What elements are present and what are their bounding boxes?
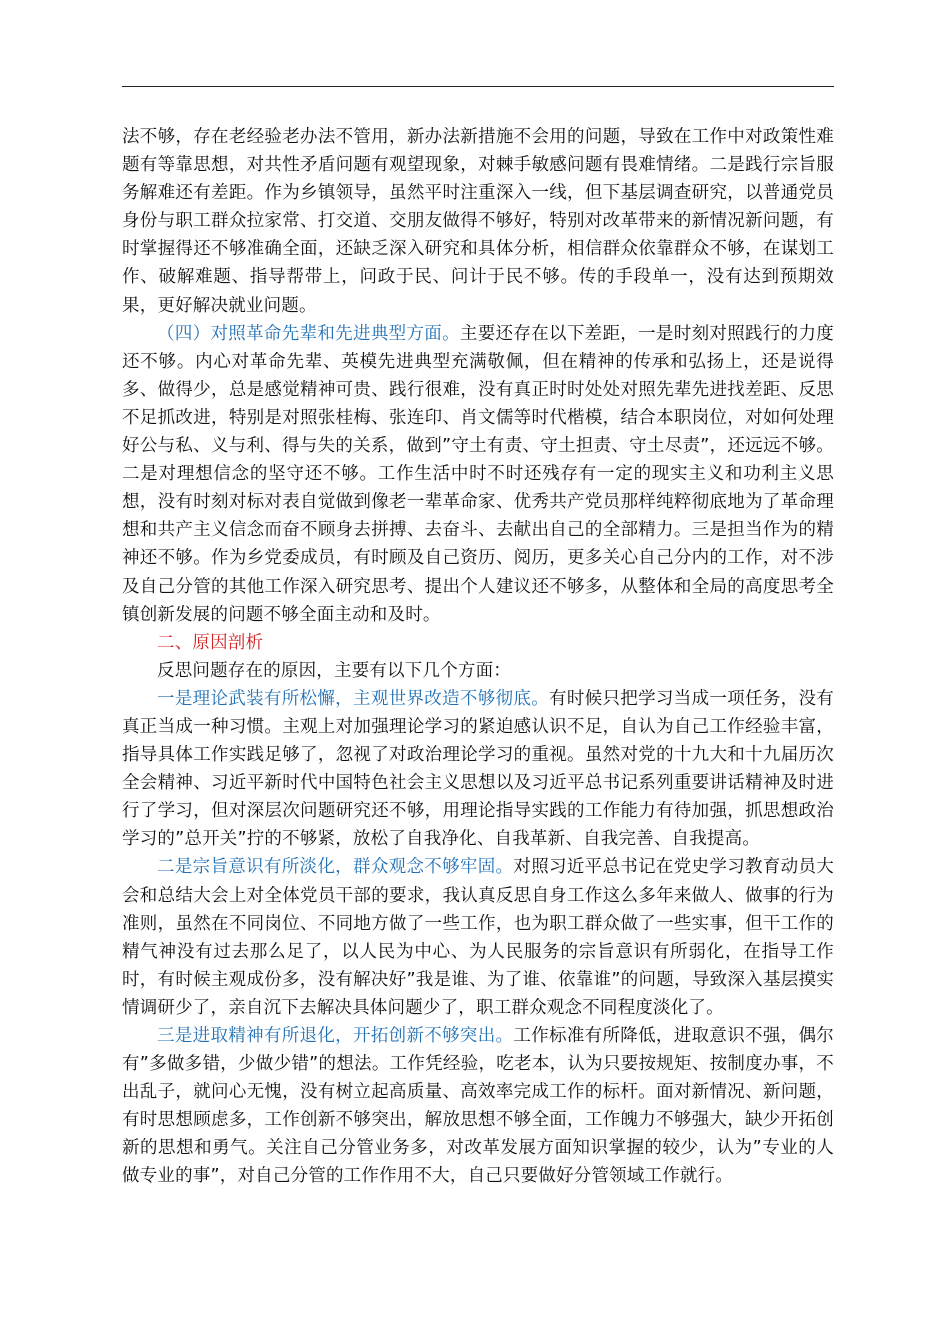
paragraph-revolutionary-models — [122, 320, 834, 629]
cause-three-heading: 三是进取精神有所退化，开拓创新不够突出。 — [157, 1026, 514, 1046]
paragraph-text: 法不够，存在老经验老办法不管用，新办法新措施不会用的问题，导致在工作中对政策性难题有等靠思想，对共性矛盾问题有观望现象，对棘手敏感问题有畏难情绪。二是践行宗旨服务解难还有差距。作为乡镇领导，虽然平时注重深入一线，但下基层调查研究，以普通党员身份与职工群众拉家常、打交道、交朋友做得不够好，特别对改革带来的新情况新问题，有时掌握得还不够准确全面，还缺乏深入研究和具体分析，相信群众依靠群众不够，在谋划工作、破解难题、指导帮带上，问政于民、问计于民不够。传的手段单一，没有达到预期效果，更好解决就业问题。 — [122, 127, 834, 316]
document-body — [122, 123, 834, 1191]
paragraph-cause-three — [122, 1022, 834, 1191]
cause-one-heading: 一是理论武装有所松懈，主观世界改造不够彻底。 — [157, 688, 550, 709]
paragraph-continued — [122, 123, 834, 320]
paragraph-text: 反思问题存在的原因，主要有以下几个方面： — [157, 660, 511, 681]
paragraph-text: 对照习近平总书记在党史学习教育动员大会和总结大会上对全体党员干部的要求，我认真反思自身工作这么多年来做人、做事的行为准则，虽然在不同岗位、不同地方做了一些工作，也为职工群众做了一些实事，但干工作的精气神没有过去那么足了，以人民为中心、为人民服务的宗旨意识有所弱化，在指导工作时，有时候主观成份多，没有解决好”我是谁、为了谁、依靠谁”的问题，导致深入基层摸实情调研少了，亲自沉下去解决具体问题少了，职工群众观念不同程度淡化了。 — [122, 857, 834, 1018]
paragraph-cause-two — [122, 853, 834, 1022]
section-heading-cause-analysis: 二、原因剖析 — [157, 632, 264, 653]
header-rule — [122, 86, 834, 87]
paragraph-text: 工作标准有所降低，进取意识不强，偶尔有”多做多错，少做少错”的想法。工作凭经验，吃老本，认为只要按规矩、按制度办事，不出乱子，就问心无愧，没有树立起高质量、高效率完成工作的标杆。面对新情况、新问题，有时思想顾虑多，工作创新不够突出，解放思想不够全面，工作魄力不够强大，缺少开拓创新的思想和勇气。关注自己分管业务多，对改革发展方面知识掌握的较少，认为”专业的人做专业的事”，对自己分管的工作作用不大，自己只要做好分管领域工作就行。 — [122, 1026, 834, 1187]
cause-two-heading: 二是宗旨意识有所淡化，群众观念不够牢固。 — [157, 857, 514, 878]
paragraph-intro — [122, 657, 834, 685]
section-heading-two — [122, 629, 834, 657]
paragraph-cause-one — [122, 685, 834, 854]
paragraph-text: 有时候只把学习当成一项任务，没有真正当成一种习惯。主观上对加强理论学习的紧迫感认识不足，自认为自己工作经验丰富，指导具体工作实践足够了，忽视了对政治理论学习的重视。虽然对党的十九大和十九届历次全会精神、习近平新时代中国特色社会主义思想以及习近平总书记系列重要讲话精神及时进行了学习，但对深层次问题研究还不够，用理论指导实践的工作能力有待加强，抓思想政治学习的”总开关”拧的不够紧，放松了自我净化、自我革新、自我完善、自我提高。 — [122, 688, 834, 850]
section-heading-four: （四）对照革命先辈和先进典型方面。 — [157, 323, 460, 344]
paragraph-text: 主要还存在以下差距，一是时刻对照践行的力度还不够。内心对革命先辈、英模先进典型充满敬佩，但在精神的传承和弘扬上，还是说得多、做得少，总是感觉精神可贵、践行很难，没有真正时时处处对照先辈先进找差距、反思不足抓改进，特别是对照张桂梅、张连印、肖文儒等时代楷模，结合本职岗位，对如何处理好公与私、义与利、得与失的关系，做到”守土有责、守土担责、守土尽责”，还远远不够。二是对理想信念的坚守还不够。工作生活中时不时还残存有一定的现实主义和功利主义思想，没有时刻对标对表自觉做到像老一辈革命家、优秀共产党员那样纯粹彻底地为了革命理想和共产主义信念而奋不顾身去拼搏、去奋斗、去献出自己的全部精力。三是担当作为的精神还不够。作为乡党委成员，有时顾及自己资历、阅历，更多关心自己分内的工作，对不涉及自己分管的其他工作深入研究思考、提出个人建议还不够多，从整体和全局的高度思考全镇创新发展的问题不够全面主动和及时。 — [122, 323, 834, 625]
